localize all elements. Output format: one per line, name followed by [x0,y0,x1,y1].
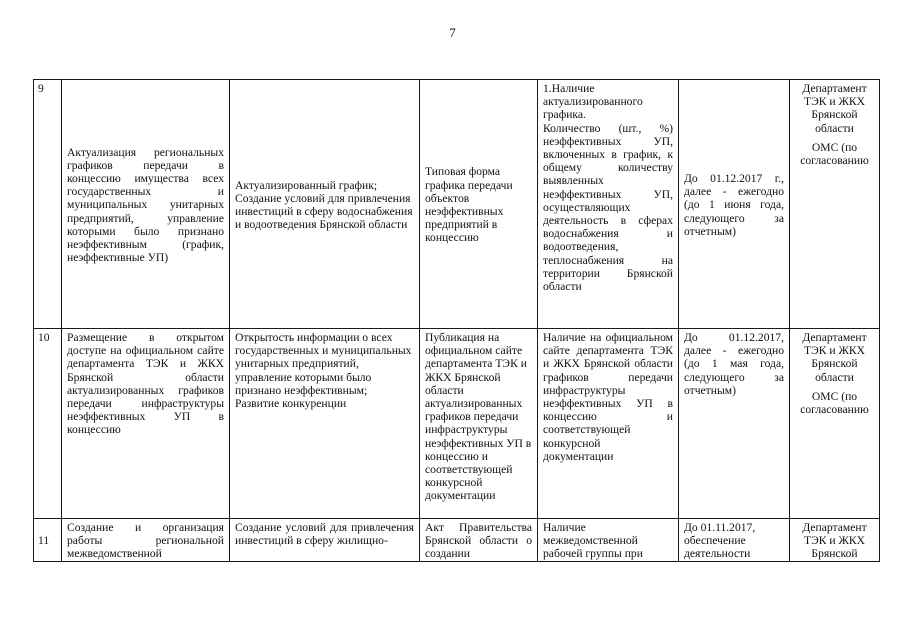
table-row [34,329,880,519]
deadline-cell: До 01.12.2017 г., далее - ежегодно (до 1 июня года, следующего за отчетным) [679,80,790,329]
responsible-cell [790,80,880,329]
row-number: 11 [34,519,62,562]
event-cell: Создание и организация работы региональной межведомственной [62,519,230,562]
indicator-cell: Наличие межведомственной рабочей группы при [538,519,679,562]
responsible-department: Департамент ТЭК и ЖКХ Брянской области [802,82,867,135]
event-cell: Актуализация региональных графиков передачи в концессию имущества всех государственных и муниципальных унитарных предприятий, управление которыми было признано неэффективным (график, неэффективные УП) [62,80,230,329]
result-cell: Актуализированный график; Создание условий для привлечения инвестиций в сферу водоснабжения и водоотведения Брянской области [230,80,420,329]
responsible-cell [790,329,880,519]
table-row [34,519,880,562]
result-cell: Создание условий для привлечения инвестиций в сферу жилищно- [230,519,420,562]
responsible-cell [790,519,880,562]
document-cell: Публикация на официальном сайте департамента ТЭК и ЖКХ Брянской области актуализированных графиков передачи инфраструктуры неэффективных УП в концессию и соответствующей конкурсной документации [420,329,538,519]
table-row [34,80,880,329]
document-cell: Типовая форма графика передачи объектов неэффективных предприятий в концессию [420,80,538,329]
page-number: 7 [449,25,456,40]
responsible-department: Департамент ТЭК и ЖКХ Брянской области [802,331,867,384]
row-number: 9 [34,80,62,329]
result-cell: Открытость информации о всех государственных и муниципальных унитарных предприятий, управление которыми было признано неэффективным; Развитие конкуренции [230,329,420,519]
deadline-cell: До 01.11.2017, обеспечение деятельности [679,519,790,562]
responsible-department: Департамент ТЭК и ЖКХ Брянской [802,521,867,561]
indicator-cell: 1.Наличие актуализированного графика. Количество (шт., %) неэффективных УП, включенных в график, к общему количеству выявленных неэффективных УП, осуществляющих деятельность в сферах водоснабжения и водоотведения, теплоснабжения на территории Брянской области [538,80,679,329]
row-number: 10 [34,329,62,519]
deadline-cell: До 01.12.2017, далее - ежегодно (до 1 мая года, следующего за отчетным) [679,329,790,519]
document-cell: Акт Правительства Брянской области о создании [420,519,538,562]
measures-table [33,79,880,562]
event-cell: Размещение в открытом доступе на официальном сайте департамента ТЭК и ЖКХ Брянской области актуализированных графиков передачи инфраструктуры неэффективных УП в концессию [62,329,230,519]
indicator-cell: Наличие на официальном сайте департамента ТЭК и ЖКХ Брянской области графиков передачи инфраструктуры неэффективных УП в концессию и соответствующей конкурсной документации [538,329,679,519]
responsible-oms: ОМС (по согласованию [800,389,869,417]
responsible-oms: ОМС (по согласованию [800,140,869,168]
